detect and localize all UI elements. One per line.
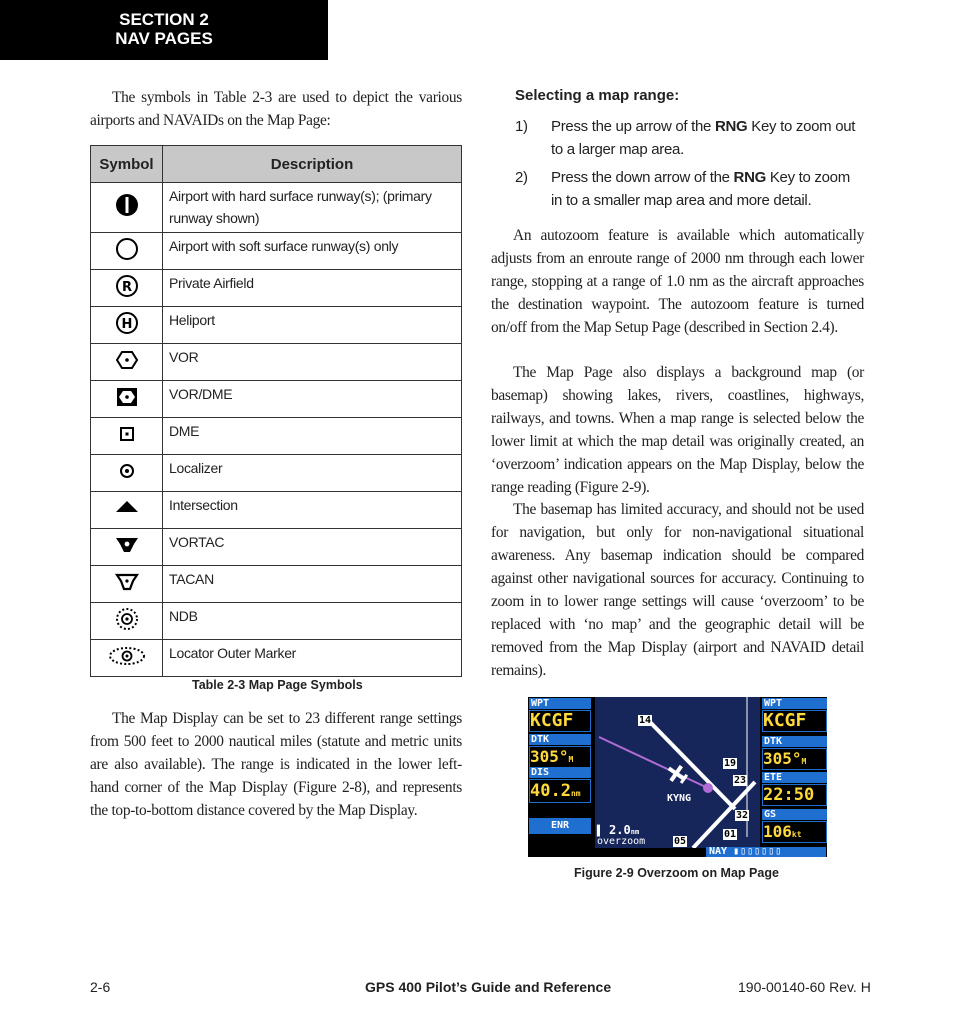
table-cell-description: NDB: [163, 603, 462, 640]
heliport-icon: [114, 310, 140, 336]
table-caption: Table 2-3 Map Page Symbols: [192, 678, 363, 692]
runway-label: 01: [724, 829, 737, 840]
table-row: [91, 455, 462, 492]
gs-value: [762, 821, 827, 843]
tacan-icon: [114, 569, 140, 595]
dis-unit: nm: [570, 789, 581, 798]
table-row: [91, 418, 462, 455]
airport-label: KYNG: [667, 793, 692, 804]
dtk-number: 305°: [530, 747, 569, 766]
range-readout: ▌ 2.0nm: [597, 823, 640, 837]
nav-label: NAY: [709, 846, 728, 857]
table-row: [91, 640, 462, 677]
basemap-text: The Map Page also displays a background map (or basemap) showing lakes, rivers, coastlines, highways, railways, and towns. When a map range is selected below the lower limit at which the map detail was originally created, an ‘overzoom’ indication appears on the Map Display, below the range reading (Figure 2-9).: [491, 364, 864, 496]
table-row: [91, 307, 462, 344]
gps-overzoom-screen: [528, 697, 827, 857]
course-line: [599, 737, 710, 789]
page-indicator: ▮▯▯▯▯▯▯: [733, 846, 783, 857]
localizer-icon: [114, 458, 140, 484]
rng-key-label: RNG: [714, 118, 748, 135]
runway-label: 14: [639, 715, 652, 726]
table-header-row: [91, 146, 462, 183]
table-cell-description: DME: [163, 418, 462, 455]
table-row: [91, 603, 462, 640]
step-text: Press the up arrow of the: [551, 118, 715, 135]
table-row: [91, 183, 462, 233]
selecting-heading: Selecting a map range:: [515, 87, 680, 104]
description-column-header: Description: [163, 146, 462, 183]
step-text: Key to zoom in to a smaller map area and more detail.: [551, 169, 850, 209]
dtk-label-left: DTK: [529, 734, 591, 745]
dis-number: 40.2: [530, 781, 571, 801]
wpt-label-right: WPT: [762, 698, 827, 709]
map-display-paragraph: [90, 707, 462, 822]
map-symbols-table: [90, 145, 462, 677]
wpt-label-left: WPT: [529, 698, 591, 709]
enr-mode-box: ENR: [529, 818, 591, 834]
table-cell-description: TACAN: [163, 566, 462, 603]
dme-icon: [114, 421, 140, 447]
dtk-value-right: [762, 748, 827, 770]
page-number: 2-6: [90, 979, 111, 995]
dtk-unit: M: [568, 755, 574, 764]
table-row: [91, 344, 462, 381]
ete-value: 22:50: [762, 784, 827, 806]
table-row: [91, 566, 462, 603]
overzoom-indicator: overzoom: [597, 836, 646, 847]
table-row: [91, 492, 462, 529]
table-cell-description: Private Airfield: [163, 270, 462, 307]
wpt-value-left: KCGF: [529, 710, 591, 732]
gs-unit: kt: [791, 830, 802, 839]
wpt-value-right: KCGF: [762, 710, 827, 732]
section-header: [0, 0, 328, 60]
dtk-unit: M: [801, 757, 807, 766]
step-number: 2): [515, 169, 528, 186]
runway-label: 05: [674, 836, 687, 847]
section-title: NAV PAGES: [115, 29, 213, 48]
step-number: 1): [515, 118, 528, 135]
dis-value: [529, 779, 591, 803]
table-cell-description: Airport with hard surface runway(s); (primary runway shown): [163, 183, 462, 233]
step-text: Key to zoom out to a larger map area.: [551, 118, 856, 158]
figure-caption: Figure 2-9 Overzoom on Map Page: [574, 866, 779, 880]
accuracy-text: The basemap has limited accuracy, and should not be used for navigation, but only for non-navigational situational awareness. Any basemap indication should be compared against other navigational sources for accuracy. Continuing to zoom in to lower range settings will cause ‘overzoom’ to be replaced with ‘no map’ and the geographic detail will be removed from the Map Display (airport and NAVAID detail remains).: [491, 501, 864, 679]
table-row: [91, 270, 462, 307]
table-cell-description: Localizer: [163, 455, 462, 492]
gs-label: GS: [762, 809, 827, 820]
range-unit: nm: [630, 828, 640, 836]
table-cell-description: Heliport: [163, 307, 462, 344]
table-row: [91, 529, 462, 566]
vor-dme-icon: [114, 384, 140, 410]
svg-text:H: H: [121, 316, 132, 332]
runway-label: 19: [724, 758, 737, 769]
dtk-value-left: [529, 746, 591, 768]
footer-title: GPS 400 Pilot’s Guide and Reference: [365, 979, 612, 995]
runway-label: 32: [736, 810, 749, 821]
dis-label: DIS: [529, 767, 591, 778]
document-number: 190-00140-60 Rev. H: [738, 979, 871, 995]
airport-hard-surface-icon: [114, 192, 140, 218]
vortac-icon: [114, 532, 140, 558]
gs-number: 106: [763, 822, 792, 841]
autozoom-paragraph: [491, 224, 864, 339]
vor-icon: [114, 347, 140, 373]
ndb-icon: [114, 606, 140, 632]
ete-label: ETE: [762, 772, 827, 783]
intersection-icon: [114, 495, 140, 521]
intro-paragraph: [90, 86, 462, 132]
map-view: [595, 697, 760, 848]
accuracy-paragraph: [491, 498, 864, 682]
map-display-text: The Map Display can be set to 23 different range settings from 500 feet to 2000 nautical miles (statute and metric units are also available). The range is indicated in the lower left-hand corner of the Map Display (Figure 2-8), and represents the top-to-bottom distance covered by the Map Display.: [90, 710, 462, 819]
airport-soft-surface-icon: [114, 236, 140, 262]
step-text: Press the down arrow of the: [551, 169, 734, 186]
table-cell-description: Airport with soft surface runway(s) only: [163, 233, 462, 270]
svg-text:R: R: [121, 279, 132, 295]
section-number: SECTION 2: [119, 10, 209, 29]
private-airfield-icon: [114, 273, 140, 299]
table-cell-description: Locator Outer Marker: [163, 640, 462, 677]
aircraft-icon: [664, 761, 691, 787]
table-row: [91, 381, 462, 418]
runway-label: 23: [734, 775, 747, 786]
autozoom-text: An autozoom feature is available which automatically adjusts from an enroute range of 2000 nm through each lower range, stopping at a range of 1.0 nm as the aircraft approaches the destination waypoint. The autozoom feature is turned on/off from the Map Setup Page (described in Section 2.4).: [491, 227, 864, 336]
destination-icon: [703, 783, 713, 793]
table-row: [91, 233, 462, 270]
basemap-paragraph: [491, 361, 864, 499]
intro-text: The symbols in Table 2-3 are used to depict the various airports and NAVAIDs on the Map Page:: [90, 89, 462, 129]
dtk-label-right: DTK: [762, 736, 827, 747]
rng-key-label: RNG: [733, 169, 766, 186]
table-cell-description: Intersection: [163, 492, 462, 529]
locator-outer-marker-icon: [107, 643, 147, 669]
table-cell-description: VORTAC: [163, 529, 462, 566]
table-cell-description: VOR/DME: [163, 381, 462, 418]
symbol-column-header: Symbol: [91, 146, 163, 183]
range-value: 2.0: [609, 823, 631, 837]
dtk-number: 305°: [763, 749, 802, 768]
nav-page-bar: [706, 847, 826, 857]
table-cell-description: VOR: [163, 344, 462, 381]
